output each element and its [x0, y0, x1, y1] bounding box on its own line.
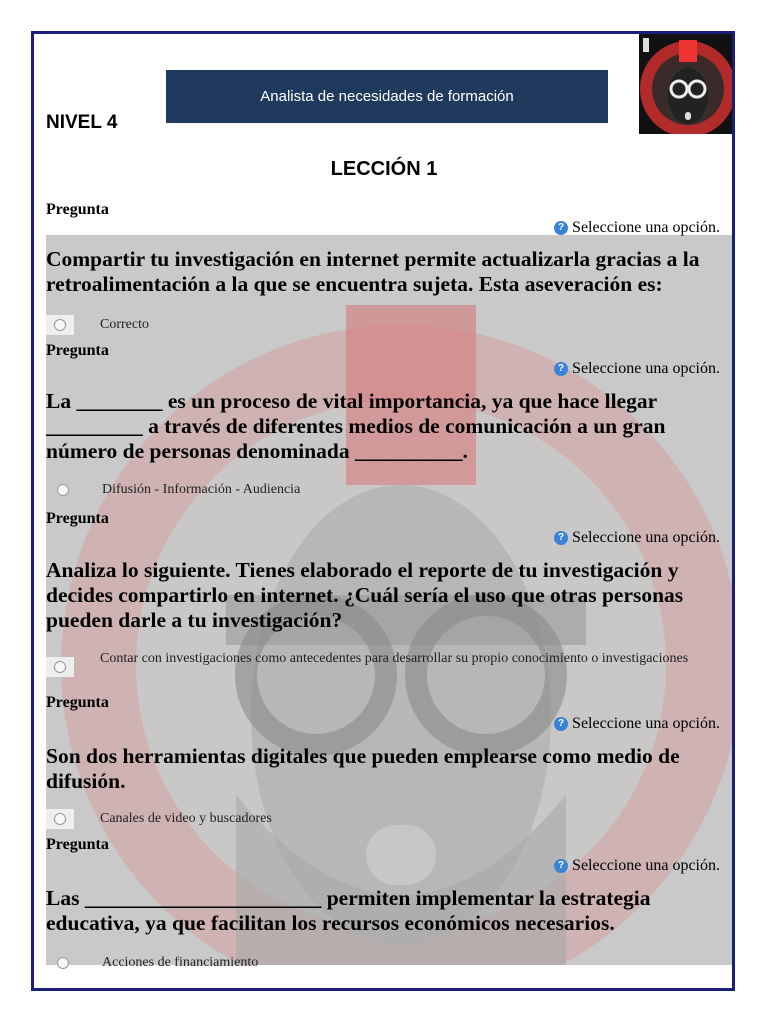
- radio-button[interactable]: [54, 319, 66, 331]
- question-circle-icon: ?: [554, 531, 568, 545]
- radio-button[interactable]: [57, 957, 69, 969]
- answer-option[interactable]: Canales de video y buscadores: [46, 809, 735, 829]
- answer-option[interactable]: Contar con investigaciones como antecedentes para desarrollar su propio conocimiento o investigaciones: [46, 651, 735, 677]
- question-text: La ________ es un proceso de vital importancia, ya que hace llegar _________ a través de diferentes medios de comunicación a un gran número de personas denominada __________.: [46, 389, 666, 463]
- question-label: Pregunta: [46, 694, 109, 711]
- banner-title: Analista de necesidades de formación: [166, 70, 608, 123]
- select-hint: ? Seleccione una opción.: [554, 857, 720, 875]
- question-text: Son dos herramientas digitales que pueden emplearse como medio de difusión.: [46, 744, 680, 793]
- answer-option[interactable]: Difusión - Información - Audiencia: [46, 482, 735, 498]
- question-circle-icon: ?: [554, 362, 568, 376]
- question-circle-icon: ?: [554, 717, 568, 731]
- radio-button[interactable]: [57, 484, 69, 496]
- question-label: Pregunta: [46, 201, 109, 218]
- answer-option[interactable]: Acciones de financiamiento: [46, 955, 735, 971]
- question-text: Compartir tu investigación en internet permite actualizarla gracias a la retroalimentación a la que se encuentra sujeta. Esta aseveración es:: [46, 247, 700, 296]
- radio-button[interactable]: [54, 813, 66, 825]
- select-hint: ? Seleccione una opción.: [554, 715, 720, 733]
- question-text: Analiza lo siguiente. Tienes elaborado el reporte de tu investigación y decides compartirlo en internet. ¿Cuál sería el uso que otras personas pueden darle a tu investigación?: [46, 558, 684, 632]
- radio-button[interactable]: [54, 661, 66, 673]
- tutoriales-logo: [639, 34, 735, 134]
- question-label: Pregunta: [46, 836, 109, 853]
- select-hint: ? Seleccione una opción.: [554, 219, 720, 237]
- question-block: [46, 836, 735, 854]
- question-block: [46, 510, 735, 528]
- level-heading: NIVEL 4: [46, 112, 118, 133]
- question-label: Pregunta: [46, 342, 109, 359]
- question-circle-icon: ?: [554, 221, 568, 235]
- question-block: [46, 201, 735, 219]
- question-text: Las ______________________ permiten implementar la estrategia educativa, ya que facilitan los recursos económicos necesarios.: [46, 886, 651, 935]
- lesson-heading: LECCIÓN 1: [330, 158, 438, 180]
- answer-option[interactable]: Correcto: [46, 315, 735, 335]
- question-circle-icon: ?: [554, 859, 568, 873]
- select-hint: ? Seleccione una opción.: [554, 360, 720, 378]
- question-label: Pregunta: [46, 510, 109, 527]
- document-frame: [31, 31, 735, 991]
- select-hint: ? Seleccione una opción.: [554, 529, 720, 547]
- question-block: [46, 342, 735, 360]
- question-block: [46, 694, 735, 712]
